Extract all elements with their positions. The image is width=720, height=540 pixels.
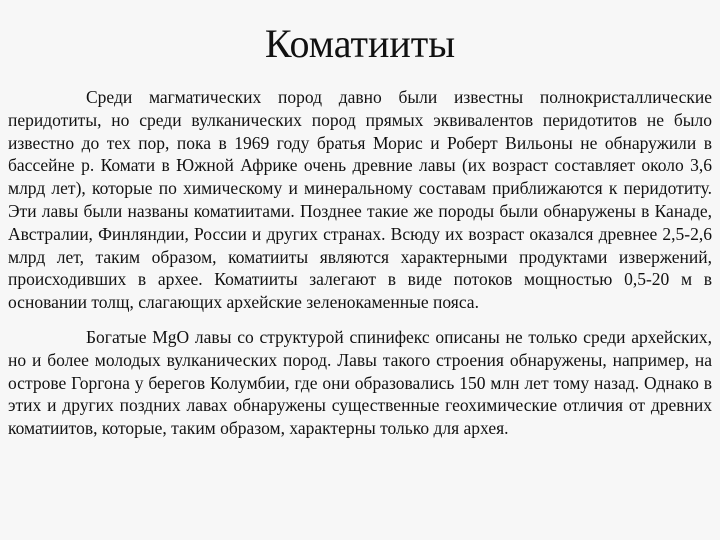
slide-title: Коматииты [264,21,456,66]
paragraph-2: Богатые MgO лавы со структурой спинифекс описаны не только среди архейских, но и более молодых вулканических пород. Лавы такого строения обнаружены, например, на острове Горгона у берегов Колумбии, где они образовались 150 млн лет тому назад. Однако в этих и других поздних лавах обнаружены существенные геохимические отличия от древних коматиитов, которые, таким образом, характерны только для архея. [8,326,712,439]
paragraph-1: Среди магматических пород давно были известны полнокристаллические перидотиты, но среди вулканических пород прямых эквивалентов перидотитов не было известно до тех пор, пока в 1969 году братья Морис и Роберт Вильоны не обнаружили в бассейне р. Комати в Южной Африке очень древние лавы (их возраст составляет около 3,6 млрд лет), которые по химическому и минеральному составам приближаются к перидотиту. Эти лавы были названы коматиитами. Позднее такие же породы были обнаружены в Канаде, Австралии, Финляндии, России и других странах. Всюду их возраст оказался древнее 2,5-2,6 млрд лет, таким образом, коматииты являются характерными продуктами извержений, происходивших в архее. Коматииты залегают в виде потоков мощностью 0,5-20 м в основании толщ, слагающих архейские зеленокаменные пояса. [8,87,712,313]
slide-body [8,86,712,440]
